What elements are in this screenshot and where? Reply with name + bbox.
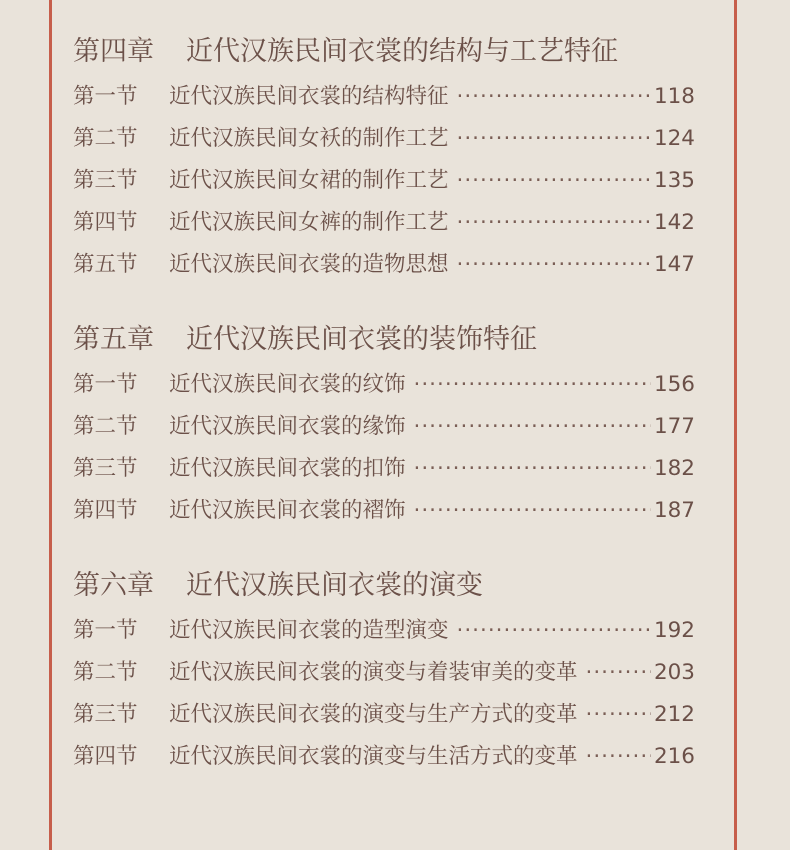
dot-leader — [586, 694, 651, 736]
section-label: 第二节 — [73, 126, 138, 151]
dot-leader — [414, 490, 651, 532]
page-number: 216 — [653, 744, 695, 769]
section-label: 第四节 — [73, 744, 138, 769]
page-number: 135 — [653, 168, 695, 193]
page-number: 142 — [653, 210, 695, 235]
chapter-title: 近代汉族民间衣裳的结构与工艺特征 — [186, 36, 618, 67]
toc-entry[interactable] — [73, 406, 695, 448]
page-number: 203 — [653, 660, 695, 685]
toc-entry[interactable] — [73, 160, 695, 202]
chapter-4 — [73, 32, 695, 286]
toc-entry[interactable] — [73, 694, 695, 736]
chapter-5 — [73, 320, 695, 532]
toc-entry[interactable] — [73, 448, 695, 490]
chapter-title: 近代汉族民间衣裳的演变 — [186, 570, 483, 601]
section-label: 第二节 — [73, 660, 138, 685]
section-title: 近代汉族民间女袄的制作工艺 — [169, 126, 449, 151]
page-number: 182 — [653, 456, 695, 481]
toc-entry[interactable] — [73, 610, 695, 652]
toc-entry[interactable] — [73, 364, 695, 406]
page-number: 156 — [653, 372, 695, 397]
dot-leader — [586, 736, 651, 778]
dot-leader — [457, 76, 651, 118]
section-title: 近代汉族民间衣裳的扣饰 — [169, 456, 406, 481]
toc-entry[interactable] — [73, 202, 695, 244]
chapter-label: 第五章 — [73, 324, 154, 355]
chapter-label: 第六章 — [73, 570, 154, 601]
dot-leader — [414, 406, 651, 448]
section-title: 近代汉族民间衣裳的演变与生产方式的变革 — [169, 702, 578, 727]
section-title: 近代汉族民间女裤的制作工艺 — [169, 210, 449, 235]
page-number: 212 — [653, 702, 695, 727]
section-label: 第四节 — [73, 210, 138, 235]
section-label: 第四节 — [73, 498, 138, 523]
section-label: 第一节 — [73, 372, 138, 397]
chapter-6 — [73, 566, 695, 778]
chapter-gap — [73, 0, 695, 32]
dot-leader — [457, 244, 651, 286]
section-title: 近代汉族民间衣裳的演变与着装审美的变革 — [169, 660, 578, 685]
chapter-heading[interactable] — [73, 32, 695, 72]
chapter-title: 近代汉族民间衣裳的装饰特征 — [186, 324, 537, 355]
section-title: 近代汉族民间女裙的制作工艺 — [169, 168, 449, 193]
section-title: 近代汉族民间衣裳的缘饰 — [169, 414, 406, 439]
table-of-contents — [73, 0, 695, 812]
toc-entry[interactable] — [73, 490, 695, 532]
right-frame-border — [734, 0, 737, 850]
page-number: 192 — [653, 618, 695, 643]
page-number: 124 — [653, 126, 695, 151]
page-number: 118 — [653, 84, 695, 109]
toc-entry[interactable] — [73, 736, 695, 778]
toc-entry[interactable] — [73, 652, 695, 694]
section-title: 近代汉族民间衣裳的结构特征 — [169, 84, 449, 109]
section-title: 近代汉族民间衣裳的演变与生活方式的变革 — [169, 744, 578, 769]
section-label: 第三节 — [73, 702, 138, 727]
section-label: 第三节 — [73, 456, 138, 481]
toc-entry[interactable] — [73, 76, 695, 118]
dot-leader — [586, 652, 651, 694]
dot-leader — [414, 364, 651, 406]
chapter-heading[interactable] — [73, 566, 695, 606]
page-number: 177 — [653, 414, 695, 439]
dot-leader — [414, 448, 651, 490]
section-label: 第五节 — [73, 252, 138, 277]
section-title: 近代汉族民间衣裳的造物思想 — [169, 252, 449, 277]
page-number: 147 — [653, 252, 695, 277]
section-label: 第一节 — [73, 618, 138, 643]
dot-leader — [457, 202, 651, 244]
toc-entry[interactable] — [73, 244, 695, 286]
chapter-heading[interactable] — [73, 320, 695, 360]
left-frame-border — [49, 0, 52, 850]
page-number: 187 — [653, 498, 695, 523]
dot-leader — [457, 610, 651, 652]
section-title: 近代汉族民间衣裳的纹饰 — [169, 372, 406, 397]
section-label: 第二节 — [73, 414, 138, 439]
dot-leader — [457, 160, 651, 202]
toc-entry[interactable] — [73, 118, 695, 160]
section-title: 近代汉族民间衣裳的褶饰 — [169, 498, 406, 523]
dot-leader — [457, 118, 651, 160]
section-title: 近代汉族民间衣裳的造型演变 — [169, 618, 449, 643]
section-label: 第三节 — [73, 168, 138, 193]
section-label: 第一节 — [73, 84, 138, 109]
chapter-label: 第四章 — [73, 36, 154, 67]
